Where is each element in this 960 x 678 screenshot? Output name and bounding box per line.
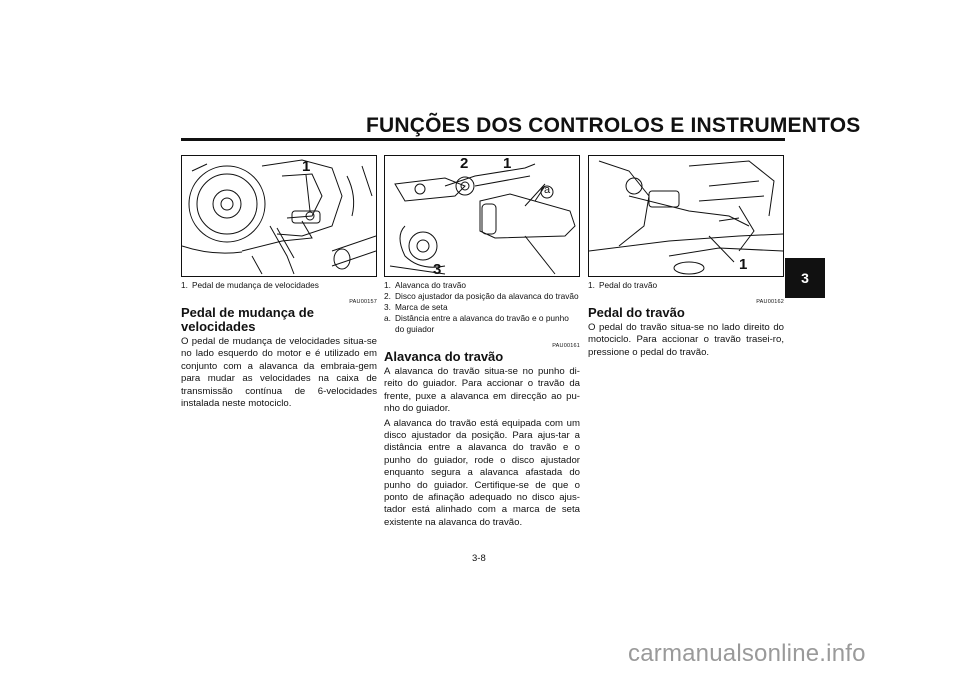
caption-text: Alavanca do travão <box>395 280 467 290</box>
caption-key: 1. <box>588 280 595 290</box>
caption-text: Marca de seta <box>395 302 448 312</box>
caption-text: Pedal de mudança de velocidades <box>192 280 319 290</box>
shift-pedal-drawing <box>182 156 376 276</box>
caption-key: 1. <box>384 280 391 290</box>
caption-item <box>384 280 580 291</box>
shift-pedal-illustration <box>181 155 377 277</box>
body-paragraph: A alavanca do travão está equipada com um disco ajustador da posição. Para ajus-tar a distância entre a alavanca do travão e o punho do guiador, rode o disco ajustador enquanto segura a alavanca afastada do punho do guiador. Certifique-se de que o ponto de afinação adequado no disco ajus-tador está alinhado com a marca de seta existente na alavanca do travão. <box>384 417 580 528</box>
caption-item <box>384 291 580 302</box>
caption-item <box>384 302 580 313</box>
brake-lever-drawing <box>385 156 579 276</box>
caption-text: Disco ajustador da posição da alavanca do travão <box>395 291 579 301</box>
section-heading: Pedal de mudança de velocidades <box>181 305 314 334</box>
page-number: 3-8 <box>472 553 486 564</box>
caption-key: 1. <box>181 280 188 290</box>
reference-code: PAU00162 <box>756 299 784 305</box>
brake-lever-illustration <box>384 155 580 277</box>
watermark: carmanualsonline.info <box>628 640 866 667</box>
callout-1: 1 <box>739 256 748 273</box>
caption-item <box>181 280 377 291</box>
callout-2: 2 <box>460 155 469 172</box>
callout-1: 1 <box>503 155 512 172</box>
figure-caption <box>384 280 580 335</box>
body-paragraph: O pedal do travão situa-se no lado direito do motociclo. Para accionar o travão trasei-ro, pressione o pedal do travão. <box>588 322 784 358</box>
reference-code: PAU00161 <box>552 343 580 349</box>
caption-item <box>588 280 784 291</box>
caption-item <box>384 313 580 335</box>
section-brake-pedal <box>588 155 784 359</box>
section-heading: Alavanca do travão <box>384 349 504 364</box>
section-shift-pedal <box>181 155 377 410</box>
caption-text: Distância entre a alavanca do travão e o punho do guiador <box>395 313 569 334</box>
reference-code: PAU00157 <box>349 299 377 305</box>
caption-key: a. <box>384 313 391 323</box>
caption-key: 2. <box>384 291 391 301</box>
caption-key: 3. <box>384 302 391 312</box>
figure-caption <box>588 280 784 291</box>
header-rule <box>181 138 785 141</box>
brake-pedal-illustration <box>588 155 784 277</box>
chapter-tab: 3 <box>785 258 825 298</box>
callout-3: 3 <box>433 261 442 277</box>
section-brake-lever <box>384 155 580 529</box>
callout-1: 1 <box>302 158 311 175</box>
section-heading: Pedal do travão <box>588 305 685 320</box>
body-paragraph: O pedal de mudança de velocidades situa-se no lado esquerdo do motor e é utilizado em conjunto com a alavanca da embraia-gem para mudar as velocidades na caixa de transmissão contínua de 6-velocidades instalada neste motociclo. <box>181 336 377 410</box>
body-paragraph: A alavanca do travão situa-se no punho di-reito do guiador. Para accionar o travão da frente, puxe a alavanca em direcção ao pu-nho do guiador. <box>384 366 580 415</box>
page-title: FUNÇÕES DOS CONTROLOS E INSTRUMENTOS <box>366 114 861 137</box>
brake-pedal-drawing <box>589 156 783 276</box>
figure-caption <box>181 280 377 291</box>
caption-text: Pedal do travão <box>599 280 658 290</box>
callout-a: a <box>544 184 551 196</box>
